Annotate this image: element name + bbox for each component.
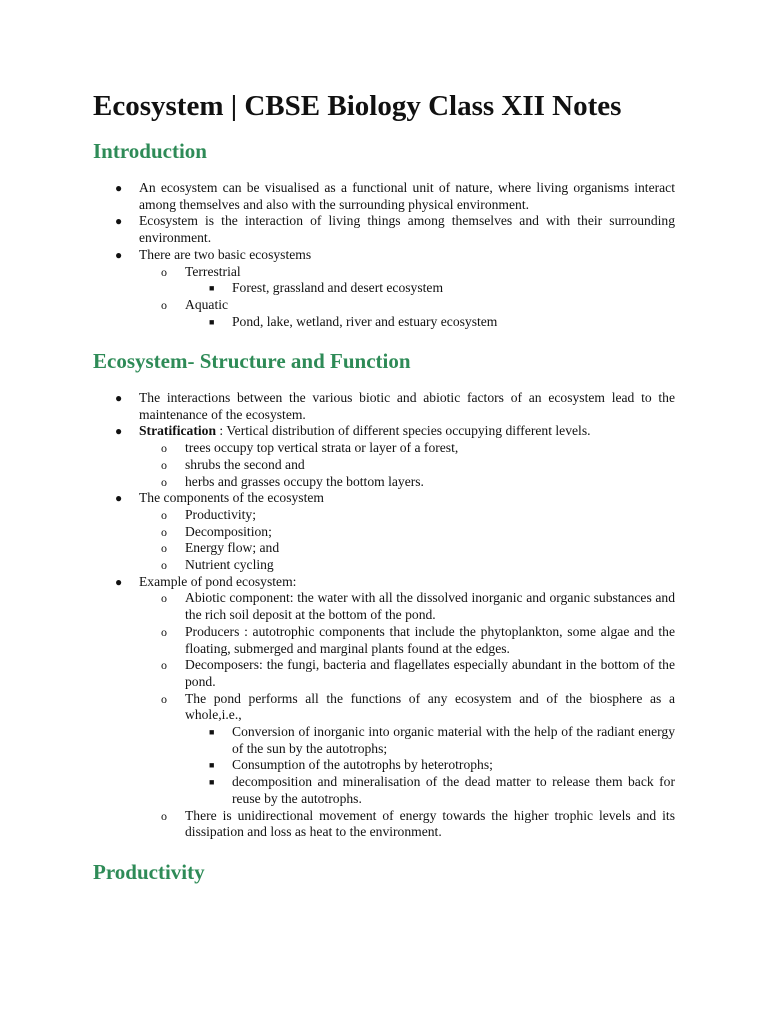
list-item: o Terrestrial xyxy=(161,263,241,279)
circle-bullet-icon: o xyxy=(161,441,167,456)
bullet-icon: ● xyxy=(115,491,123,506)
list-item: o herbs and grasses occupy the bottom layers. xyxy=(161,473,424,489)
document-title: Ecosystem | CBSE Biology Class XII Notes xyxy=(93,90,622,122)
circle-bullet-icon: o xyxy=(161,591,167,606)
list-item: o The pond performs all the functions of any ecosystem and of the biosphere as a whole,i.e., xyxy=(161,690,675,723)
circle-bullet-icon: o xyxy=(161,541,167,556)
section-heading-structure-function: Ecosystem- Structure and Function xyxy=(93,349,411,373)
circle-bullet-icon: o xyxy=(161,474,167,489)
circle-bullet-icon: o xyxy=(161,624,167,639)
list-item: ● Ecosystem is the interaction of living things among themselves and with their surrounding environment. xyxy=(115,213,675,246)
circle-bullet-icon: o xyxy=(161,558,167,573)
circle-bullet-icon: o xyxy=(161,808,167,823)
circle-bullet-icon: o xyxy=(161,297,167,312)
circle-bullet-icon: o xyxy=(161,264,167,279)
circle-bullet-icon: o xyxy=(161,691,167,706)
bullet-icon: ● xyxy=(115,391,123,405)
bullet-icon: ● xyxy=(115,214,123,229)
list-item: o Energy flow; and xyxy=(161,540,280,556)
list-item: ■ Forest, grassland and desert ecosystem xyxy=(209,280,444,296)
list-item: ● An ecosystem can be visualised as a functional unit of nature, where living organisms interact among themselves and also with the surrounding physical environment. xyxy=(115,180,675,212)
list-item: ● There are two basic ecosystems xyxy=(115,246,312,262)
bullet-icon: ● xyxy=(115,574,123,589)
bullet-icon: ● xyxy=(115,181,123,195)
structure-function-list xyxy=(0,390,768,841)
list-item: o Decomposers: the fungi, bacteria and flagellates especially abundant in the bottom of the pond. xyxy=(161,657,675,689)
list-item: ● The components of the ecosystem xyxy=(115,490,324,506)
list-item: o Producers : autotrophic components that include the phytoplankton, some algae and the floating, submerged and marginal plants found at the edges. xyxy=(161,623,675,656)
circle-bullet-icon: o xyxy=(161,457,167,472)
list-item: ■ Consumption of the autotrophs by heterotrophs; xyxy=(209,757,493,773)
square-bullet-icon: ■ xyxy=(209,316,215,327)
square-bullet-icon: ■ xyxy=(209,760,215,771)
list-item: ● Example of pond ecosystem: xyxy=(115,573,297,589)
list-item: ● The interactions between the various biotic and abiotic factors of an ecosystem lead to the maintenance of the ecosystem. xyxy=(115,390,675,422)
section-heading-introduction: Introduction xyxy=(93,139,207,163)
bullet-icon: ● xyxy=(115,424,123,439)
list-item: o Nutrient cycling xyxy=(161,557,274,573)
bullet-icon: ● xyxy=(115,247,123,262)
list-item: o Productivity; xyxy=(161,506,256,522)
list-item: o Decomposition; xyxy=(161,523,272,539)
list-item: o There is unidirectional movement of energy towards the higher trophic levels and its dissipation and loss as heat to the environment. xyxy=(161,807,675,840)
circle-bullet-icon: o xyxy=(161,507,167,522)
square-bullet-icon: ■ xyxy=(209,777,215,788)
list-item: ■ Pond, lake, wetland, river and estuary ecosystem xyxy=(209,313,498,329)
list-item: ● Stratification : Vertical distribution of different species occupying different levels. xyxy=(115,423,591,439)
square-bullet-icon: ■ xyxy=(209,283,215,294)
section-heading-productivity: Productivity xyxy=(93,860,205,884)
list-item: o trees occupy top vertical strata or layer of a forest, xyxy=(161,440,459,456)
introduction-list xyxy=(0,180,768,330)
list-item: o shrubs the second and xyxy=(161,456,305,472)
list-item: ■ decomposition and mineralisation of the dead matter to release them back for reuse by the autotrophs. xyxy=(209,774,675,806)
list-item: o Aquatic xyxy=(161,296,229,312)
circle-bullet-icon: o xyxy=(161,658,167,673)
stratification-term: Stratification xyxy=(139,423,217,439)
circle-bullet-icon: o xyxy=(161,524,167,539)
list-item: ■ Conversion of inorganic into organic material with the help of the radiant energy of the sun by the autotrophs; xyxy=(209,724,675,756)
list-item: o Abiotic component: the water with all the dissolved inorganic and organic substances and the rich soil deposit at the bottom of the pond. xyxy=(161,590,675,623)
square-bullet-icon: ■ xyxy=(209,727,215,738)
